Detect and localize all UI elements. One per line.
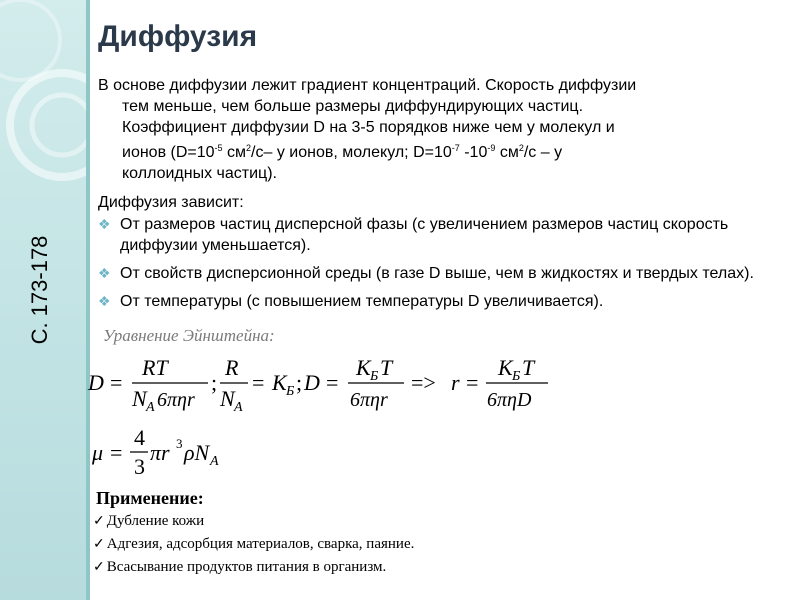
formula-symbol: = <box>110 440 123 465</box>
formula-symbol: r <box>451 370 460 395</box>
list-item: ✓ Всасывание продуктов питания в организм. <box>93 559 387 575</box>
formula-symbol: K <box>498 355 513 380</box>
formula-symbol: 6πηr <box>350 389 388 411</box>
formula-symbol: Б <box>370 369 379 384</box>
formula-symbol: K <box>272 370 287 395</box>
list-item: ✓ Адгезия, адсорбция материалов, сварка, паяние. <box>93 536 415 552</box>
intro-line: Коэффициент диффузии D на 3-5 порядков ниже чем у молекул и <box>122 119 615 136</box>
page-reference: С. 173-178 <box>27 235 52 345</box>
formula-symbol: Б <box>512 369 521 384</box>
formula-symbol: D <box>88 370 104 395</box>
diamond-bullet-icon: ❖ <box>98 265 111 281</box>
application-list <box>93 510 414 579</box>
sidebar-divider <box>86 0 90 600</box>
formula-symbol: ; <box>211 370 218 395</box>
formula-symbol: = <box>466 370 479 395</box>
formula-symbol: ρN <box>184 440 210 465</box>
formula-symbol: = <box>326 370 339 395</box>
formula-symbol: D <box>304 370 320 395</box>
application-heading: Применение: <box>96 488 204 508</box>
formula-symbol: μ <box>92 440 104 465</box>
intro-line: тем меньше, чем больше размеры диффундирующих частиц. <box>122 98 584 115</box>
formula-symbol: A <box>146 400 155 415</box>
depends-label: Диффузия зависит: <box>98 194 244 211</box>
list-item: ❖ От температуры (с повышением температуры D увеличивается). <box>98 293 604 310</box>
formula-symbol: T <box>380 355 393 380</box>
intro-line: коллоидных частиц). <box>122 165 277 182</box>
formula-symbol: => <box>411 370 436 395</box>
formula-symbol: = <box>252 370 265 395</box>
factors-list <box>98 214 788 319</box>
checkmark-icon: ✓ <box>93 560 105 575</box>
formula-symbol: 6πηr <box>157 389 195 411</box>
intro-paragraph <box>98 75 788 184</box>
formula-symbol: ; <box>296 370 303 395</box>
formula-symbol: Б <box>286 384 295 399</box>
list-item: ❖ От размеров частиц дисперсной фазы (с увеличением размеров частиц скорость диффузии уменьшается). <box>98 216 729 254</box>
formula-symbol: A <box>234 400 243 415</box>
formula-symbol: K <box>356 355 371 380</box>
formula-symbol: N <box>132 386 147 411</box>
formula-symbol: 4 <box>134 425 145 450</box>
formula-symbol: T <box>522 355 535 380</box>
formula-symbol: A <box>210 454 219 469</box>
formula-symbol: 3 <box>176 436 183 451</box>
formula-symbol: = <box>110 370 123 395</box>
intro-line: В основе диффузии лежит градиент концентраций. Скорость диффузии <box>98 77 637 94</box>
checkmark-icon: ✓ <box>93 537 105 552</box>
formula-symbol: 6πηD <box>487 389 532 411</box>
formula-symbol: N <box>220 386 235 411</box>
sidebar-panel <box>0 0 88 600</box>
list-item: ❖ От свойств дисперсионной среды (в газе D выше, чем в жидкостях и твердых телах). <box>98 265 754 282</box>
diamond-bullet-icon: ❖ <box>98 216 111 232</box>
list-item: ✓ Дубление кожи <box>93 513 205 529</box>
einstein-formula <box>86 348 556 483</box>
formula-symbol: 3 <box>134 454 145 479</box>
formula-symbol: πr <box>150 440 170 465</box>
formula-symbol: R <box>225 355 239 380</box>
intro-line-formula: ионов ($D=10^{-5}$ $см^2/с-$ у ионов, молекул; $D=10^{-7}$ $-10^{-9}$ $см^2/с$ – у <box>122 143 563 161</box>
checkmark-icon: ✓ <box>93 514 105 529</box>
diamond-bullet-icon: ❖ <box>98 293 111 309</box>
formula-symbol: RT <box>142 355 168 380</box>
einstein-equation-label: Уравнение Эйнштейна: <box>103 326 275 345</box>
page-title: Диффузия <box>98 20 258 53</box>
